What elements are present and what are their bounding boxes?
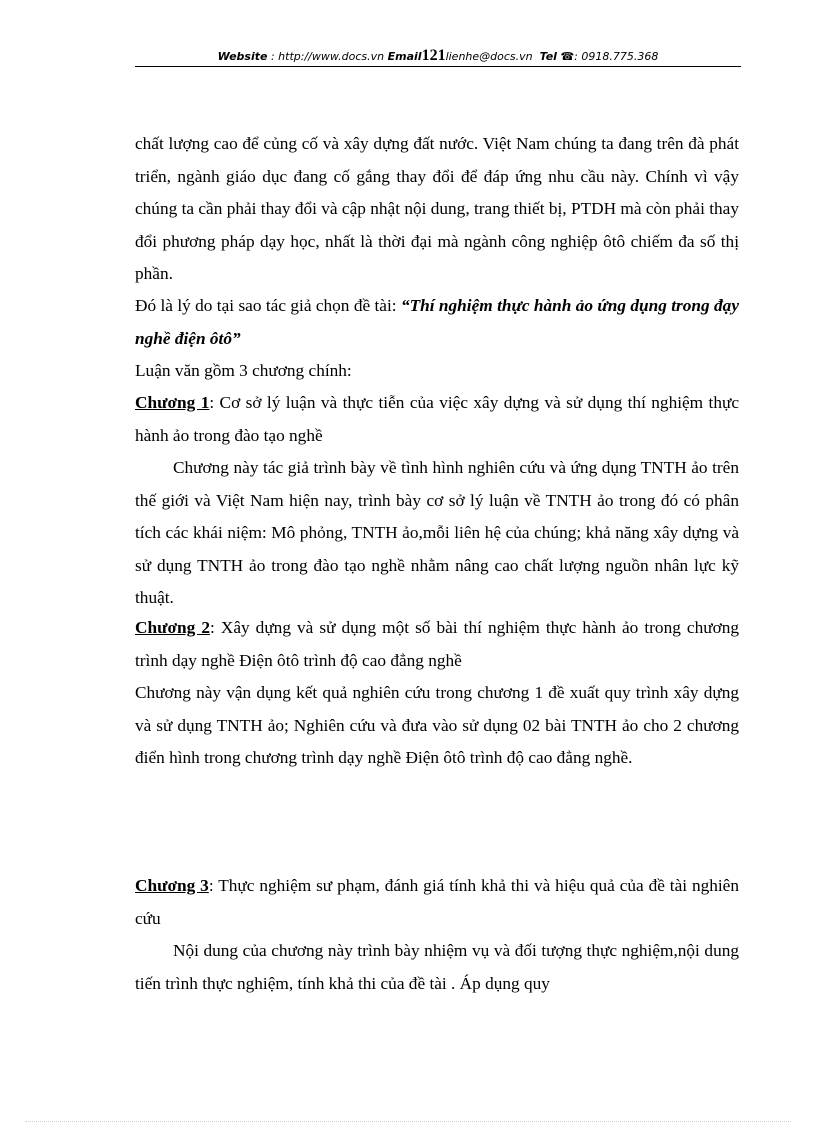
page-bottom-border (25, 1121, 791, 1122)
chapter-2-description: Chương này vận dụng kết quả nghiên cứu trong chương 1 đề xuất quy trình xây dựng và sử dụng TNTH ảo; Nghiên cứu và đưa vào sử dụng 02 bài TNTH ảo cho 2 chương điển hình trong chương trình dạy nghề Điện ôtô trình độ cao đẳng nghề. (135, 683, 739, 767)
chapter-3-description: Nội dung của chương này trình bày nhiệm vụ và đối tượng thực nghiệm,nội dung tiến trình thực nghiệm, tính khả thi của đề tài . Áp dụng quy (135, 941, 739, 993)
chapter-1-title: : Cơ sở lý luận và thực tiễn của việc xây dựng và sử dụng thí nghiệm thực hành ảo trong đào tạo nghề (135, 393, 740, 445)
chapter-2-heading (135, 612, 739, 677)
chapter-3-heading (135, 870, 739, 935)
page-number: 121 (421, 47, 446, 64)
email-label: Email (387, 50, 422, 63)
paragraph-intro: chất lượng cao để củng cố và xây dựng đất nước. Việt Nam chúng ta đang trên đà phát triển, ngành giáo dục đang cố gắng thay đổi để đáp ứng nhu cầu này. Chính vì vậy chúng ta cần phải thay đổi và cập nhật nội dung, trang thiết bị, PTDH mà còn phải thay đổi phương pháp dạy học, nhất là thời đại mà ngành công nghiệp ôtô chiếm đa số thị phần. (135, 134, 739, 283)
chapter-1-heading (135, 387, 739, 452)
website-sep: : (267, 50, 279, 63)
tel-value: : 0918.775.368 (574, 50, 659, 63)
chapter-2-label: Chương 2 (135, 618, 210, 637)
chapter-1-label: Chương 1 (135, 393, 210, 412)
page-header (135, 47, 741, 65)
chapter-1-description: Chương này tác giả trình bày về tình hình nghiên cứu và ứng dụng TNTH ảo trên thế giới và Việt Nam hiện nay, trình bày cơ sở lý luận về TNTH ảo trong đó có phân tích các khái niệm: Mô phỏng, TNTH ảo,mỗi liên hệ của chúng; khả năng xây dựng và sử dụng TNTH ảo trong đào tạo nghề nhằm nâng cao chất lượng nguồn nhân lực kỹ thuật. (135, 458, 739, 607)
header-rule (135, 66, 741, 67)
topic-lead: Đó là lý do tại sao tác giả chọn đề tài: (135, 296, 401, 315)
paragraph-topic (135, 290, 739, 355)
chapter-2-title: : Xây dựng và sử dụng một số bài thí nghiệm thực hành ảo trong chương trình dạy nghề Điện ôtô trình độ cao đẳng nghề (135, 618, 740, 670)
telephone-icon: ☎ (560, 50, 575, 63)
chapter-3-title: : Thực nghiệm sư phạm, đánh giá tính khả thi và hiệu quả của đề tài nghiên cứu (135, 876, 739, 928)
email-value[interactable]: lienhe@docs.vn (445, 50, 533, 63)
topic-title: “Thí nghiệm thực hành ảo ứng dụng trong đạy nghề điện ôtô” (135, 296, 739, 348)
website-label: Website (217, 50, 268, 63)
paragraph-overview: Luận văn gồm 3 chương chính: (135, 361, 352, 380)
tel-label: Tel (539, 50, 557, 63)
website-url[interactable]: http://www.docs.vn (278, 50, 385, 63)
chapter-3-label: Chương 3 (135, 876, 209, 895)
